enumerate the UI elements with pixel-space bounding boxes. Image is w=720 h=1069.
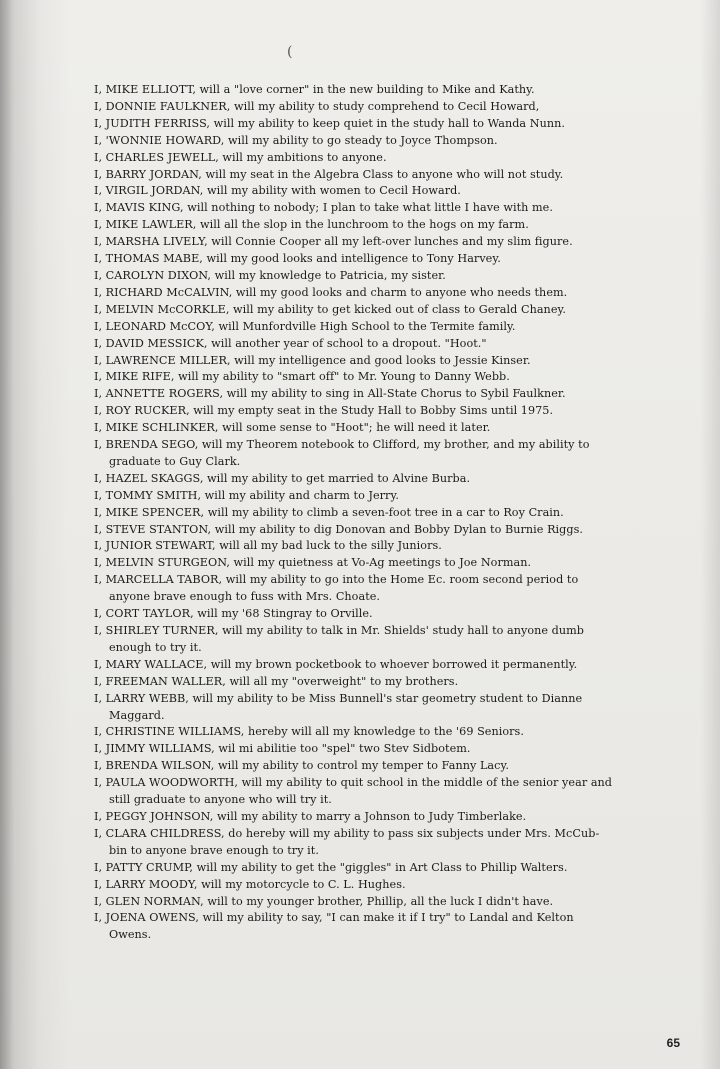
will-entry: I, PEGGY JOHNSON, will my ability to marry a Johnson to Judy Timberlake.: [94, 809, 527, 823]
will-entry: I, ANNETTE ROGERS, will my ability to sing in All-State Chorus to Sybil Faulkner.: [94, 387, 566, 401]
will-entry: I, VIRGIL JORDAN, will my ability with women to Cecil Howard.: [94, 184, 461, 198]
will-entry: I, BARRY JORDAN, will my seat in the Algebra Class to anyone who will not study.: [94, 167, 564, 181]
will-entry: I, CHARLES JEWELL, will my ambitions to anyone.: [94, 150, 387, 164]
will-entry: I, TOMMY SMITH, will my ability and charm to Jerry.: [94, 488, 399, 502]
will-entry: I, PAULA WOODWORTH, will my ability to quit school in the middle of the senior year and still graduate to anyone who will try it.: [94, 776, 613, 807]
will-entry: I, MELVIN McCORKLE, will my ability to get kicked out of class to Gerald Chaney.: [94, 302, 566, 316]
will-entry: I, JIMMY WILLIAMS, wil mi abilitie too "spel" two Stev Sidbotem.: [94, 742, 471, 756]
will-entry: I, JUNIOR STEWART, will all my bad luck to the silly Juniors.: [94, 539, 442, 553]
will-entry: I, MIKE RIFE, will my ability to "smart off" to Mr. Young to Danny Webb.: [94, 370, 510, 384]
will-entry: I, MELVIN STURGEON, will my quietness at Vo-Ag meetings to Joe Norman.: [94, 556, 532, 570]
will-entry: I, CAROLYN DIXON, will my knowledge to Patricia, my sister.: [94, 268, 446, 282]
page-number: 65: [666, 1036, 680, 1050]
will-entry: I, FREEMAN WALLER, will all my "overweight" to my brothers.: [94, 674, 459, 688]
will-entry: I, CLARA CHILDRESS, do hereby will my ability to pass six subjects under Mrs. McCub-bin to anyone brave enough to try it.: [94, 826, 600, 857]
will-entry: I, HAZEL SKAGGS, will my ability to get married to Alvine Burba.: [94, 471, 471, 485]
will-entry: I, MIKE LAWLER, will all the slop in the lunchroom to the hogs on my farm.: [94, 218, 529, 232]
will-entry: I, SHIRLEY TURNER, will my ability to talk in Mr. Shields' study hall to anyone dumb enough to try it.: [94, 624, 585, 654]
will-entry: I, MARY WALLACE, will my brown pocketbook to whoever borrowed it permanently.: [94, 657, 578, 671]
will-entry: I, LAWRENCE MILLER, will my intelligence and good looks to Jessie Kinser.: [94, 353, 531, 367]
will-entry: I, GLEN NORMAN, will to my younger brother, Phillip, all the luck I didn't have.: [94, 894, 554, 908]
will-entry: I, CORT TAYLOR, will my '68 Stingray to Orville.: [94, 607, 373, 621]
will-entry: I, MIKE SCHLINKER, will some sense to "Hoot"; he will need it later.: [94, 421, 491, 435]
will-entry: I, BRENDA WILSON, will my ability to control my temper to Fanny Lacy.: [94, 759, 509, 773]
will-entry: I, JUDITH FERRISS, will my ability to keep quiet in the study hall to Wanda Nunn.: [94, 116, 565, 130]
will-entry: I, CHRISTINE WILLIAMS, hereby will all my knowledge to the '69 Seniors.: [94, 725, 524, 739]
will-entry: I, ROY RUCKER, will my empty seat in the Study Hall to Bobby Sims until 1975.: [94, 404, 554, 418]
will-entry: I, MARSHA LIVELY, will Connie Cooper all my left-over lunches and my slim figure.: [94, 235, 573, 249]
will-entry: I, 'WONNIE HOWARD, will my ability to go steady to Joyce Thompson.: [94, 133, 498, 147]
will-entry: I, PATTY CRUMP, will my ability to get the "giggles" in Art Class to Phillip Walters.: [94, 860, 568, 874]
will-entry: I, MIKE ELLIOTT, will a "love corner" in the new building to Mike and Kathy.: [94, 83, 535, 96]
will-entry: I, DAVID MESSICK, will another year of school to a dropout. "Hoot.": [94, 336, 487, 350]
will-entry: I, DONNIE FAULKNER, will my ability to study comprehend to Cecil Howard,: [94, 99, 540, 113]
senior-wills-list: [94, 82, 614, 944]
will-entry: I, JOENA OWENS, will my ability to say, "I can make it if I try" to Landal and Kelton Owens.: [94, 911, 574, 942]
will-entry: I, MAVIS KING, will nothing to nobody; I plan to take what little I have with me.: [94, 201, 553, 215]
will-entry: I, BRENDA SEGO, will my Theorem notebook to Clifford, my brother, and my ability to graduate to Guy Clark.: [94, 438, 590, 468]
will-entry: I, RICHARD McCALVIN, will my good looks and charm to anyone who needs them.: [94, 285, 568, 299]
will-entry: I, MARCELLA TABOR, will my ability to go into the Home Ec. room second period to anyone brave enough to fuss with Mrs. Choate.: [94, 573, 579, 604]
will-entry: I, THOMAS MABE, will my good looks and intelligence to Tony Harvey.: [94, 252, 501, 266]
scan-speck-mark: (: [287, 44, 293, 60]
will-entry: I, STEVE STANTON, will my ability to dig Donovan and Bobby Dylan to Burnie Riggs.: [94, 522, 583, 536]
will-entry: I, LARRY MOODY, will my motorcycle to C. L. Hughes.: [94, 877, 406, 891]
will-entry: I, LEONARD McCOY, will Munfordville High School to the Termite family.: [94, 319, 516, 333]
will-entry: I, LARRY WEBB, will my ability to be Miss Bunnell's star geometry student to Dianne Maggard.: [94, 691, 583, 722]
will-entry: I, MIKE SPENCER, will my ability to climb a seven-foot tree in a car to Roy Crain.: [94, 505, 564, 519]
